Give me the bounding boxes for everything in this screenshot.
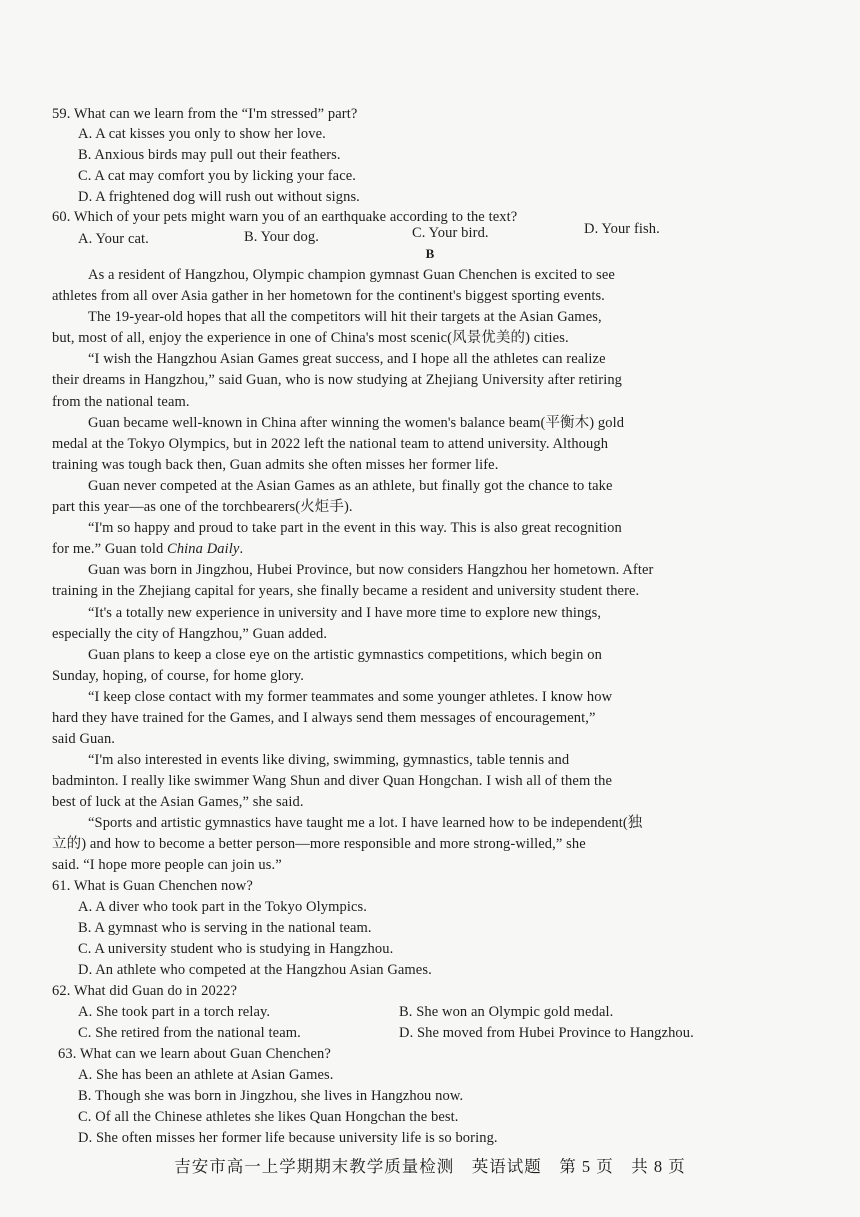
question-60-option-b: B. Your dog.: [244, 229, 319, 245]
page-footer: 吉安市高一上学期期末教学质量检测 英语试题 第 5 页 共 8 页: [174, 1157, 686, 1176]
passage-line: The 19-year-old hopes that all the competitors will hit their targets at the Asian Games,: [88, 309, 602, 325]
passage-line: said. “I hope more people can join us.”: [52, 857, 282, 873]
question-60-option-c: C. Your bird.: [412, 225, 489, 241]
passage-line: “I'm so happy and proud to take part in the event in this way. This is also great recognition: [88, 520, 622, 536]
passage-line: said Guan.: [52, 731, 116, 747]
question-60-stem: 60. Which of your pets might warn you of an earthquake according to the text?: [52, 209, 518, 225]
question-59-option-c: C. A cat may comfort you by licking your face.: [78, 168, 357, 184]
passage-line: As a resident of Hangzhou, Olympic champion gymnast Guan Chenchen is excited to see: [88, 267, 615, 283]
question-59-option-b: B. Anxious birds may pull out their feathers.: [78, 147, 341, 163]
question-60-option-a: A. Your cat.: [78, 231, 149, 247]
passage-line: “I'm also interested in events like diving, swimming, gymnastics, table tennis and: [88, 752, 570, 768]
question-59-stem: 59. What can we learn from the “I'm stressed” part?: [52, 106, 358, 122]
passage-line: especially the city of Hangzhou,” Guan added.: [52, 626, 328, 642]
passage-line: “Sports and artistic gymnastics have taught me a lot. I have learned how to be independent(独: [88, 815, 643, 831]
question-62-option-d: D. She moved from Hubei Province to Hangzhou.: [399, 1025, 694, 1041]
passage-line: “It's a totally new experience in university and I have more time to explore new things,: [88, 605, 602, 621]
question-63-stem: 63. What can we learn about Guan Chenchen?: [58, 1046, 331, 1062]
question-63-option-a: A. She has been an athlete at Asian Games.: [78, 1067, 334, 1083]
passage-line: Sunday, hoping, of course, for home glory.: [52, 668, 304, 684]
passage-text: for me.” Guan told: [52, 541, 168, 557]
passage-line: Guan was born in Jingzhou, Hubei Province, but now considers Hangzhou her hometown. After: [88, 562, 654, 578]
question-59-option-d: D. A frightened dog will rush out without signs.: [78, 189, 360, 205]
question-61-option-d: D. An athlete who competed at the Hangzhou Asian Games.: [78, 962, 432, 978]
passage-line: part this year—as one of the torchbearers(火炬手).: [52, 499, 353, 515]
question-62-option-b: B. She won an Olympic gold medal.: [399, 1004, 614, 1020]
passage-line: “I wish the Hangzhou Asian Games great success, and I hope all the athletes can realize: [88, 351, 606, 367]
question-63-option-c: C. Of all the Chinese athletes she likes Quan Hongchan the best.: [78, 1109, 459, 1125]
passage-line: from the national team.: [52, 394, 190, 410]
passage-line: Guan never competed at the Asian Games as an athlete, but finally got the chance to take: [88, 478, 613, 494]
passage-line: training in the Zhejiang capital for years, she finally became a resident and university student there.: [52, 583, 640, 599]
passage-line: “I keep close contact with my former teammates and some younger athletes. I know how: [88, 689, 613, 705]
question-62-stem: 62. What did Guan do in 2022?: [52, 983, 238, 999]
question-61-stem: 61. What is Guan Chenchen now?: [52, 878, 253, 894]
newspaper-title: China Daily: [167, 541, 240, 557]
passage-line: best of luck at the Asian Games,” she said.: [52, 794, 304, 810]
question-62-option-a: A. She took part in a torch relay.: [78, 1004, 271, 1020]
question-59-option-a: A. A cat kisses you only to show her love.: [78, 126, 326, 142]
question-61-option-a: A. A diver who took part in the Tokyo Olympics.: [78, 899, 367, 915]
passage-line: Guan became well-known in China after winning the women's balance beam(平衡木) gold: [88, 415, 625, 431]
question-60-option-d: D. Your fish.: [584, 221, 660, 237]
passage-line: their dreams in Hangzhou,” said Guan, who is now studying at Zhejiang University after retiring: [52, 372, 623, 388]
passage-text: .: [239, 541, 244, 557]
passage-line: badminton. I really like swimmer Wang Shun and diver Quan Hongchan. I wish all of them the: [52, 773, 613, 789]
section-heading: B: [425, 246, 435, 261]
passage-line: [52, 539, 243, 559]
passage-line: training was tough back then, Guan admits she often misses her former life.: [52, 457, 499, 473]
question-62-option-c: C. She retired from the national team.: [78, 1025, 301, 1041]
passage-line: medal at the Tokyo Olympics, but in 2022 left the national team to attend university. Although: [52, 436, 609, 452]
passage-line: athletes from all over Asia gather in her hometown for the continent's biggest sporting events.: [52, 288, 605, 304]
question-61-option-c: C. A university student who is studying in Hangzhou.: [78, 941, 394, 957]
question-61-option-b: B. A gymnast who is serving in the national team.: [78, 920, 372, 936]
passage-line: but, most of all, enjoy the experience in one of China's most scenic(风景优美的) cities.: [52, 330, 569, 346]
passage-line: 立的) and how to become a better person—more responsible and more strong-willed,” she: [52, 836, 586, 852]
question-63-option-b: B. Though she was born in Jingzhou, she lives in Hangzhou now.: [78, 1088, 464, 1104]
passage-line: Guan plans to keep a close eye on the artistic gymnastics competitions, which begin on: [88, 647, 602, 663]
passage-line: hard they have trained for the Games, and I always send them messages of encouragement,”: [52, 710, 596, 726]
question-63-option-d: D. She often misses her former life because university life is so boring.: [78, 1130, 498, 1146]
